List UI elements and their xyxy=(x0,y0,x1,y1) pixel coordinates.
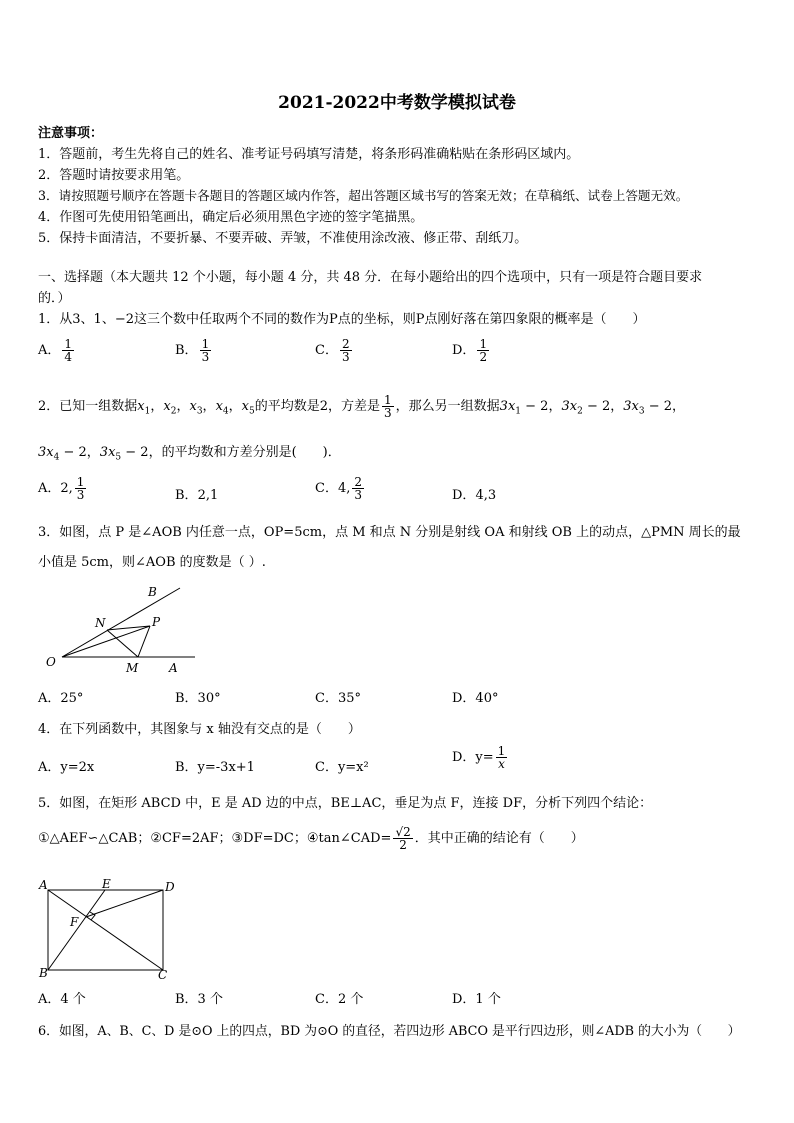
label-f: F xyxy=(70,915,79,929)
label-d: D xyxy=(165,880,175,894)
notice-item: 5．保持卡面清洁，不要折暴、不要弄破、弄皱，不准使用涂改液、修正带、刮纸刀。 xyxy=(38,231,528,246)
label-p: P xyxy=(152,615,161,629)
notice-item: 2．答题时请按要求用笔。 xyxy=(38,168,190,183)
label-b: B xyxy=(148,585,157,599)
notice-item: 1．答题前，考生先将自己的姓名、准考证号码填写清楚，将条形码准确粘贴在条形码区域内。 xyxy=(38,147,580,162)
q3-option-a: A．25° xyxy=(38,691,84,706)
q4-option-a: A．y=2x xyxy=(38,760,95,775)
label-c: C xyxy=(158,968,168,982)
q5-option-a: A．4 个 xyxy=(38,992,86,1007)
q1-option-b: B． $\frac{1}{3}$ xyxy=(175,337,210,364)
label-b: B xyxy=(39,966,48,980)
question-2-text-cont: $3x_4 - 2$，$3x_5 - 2$，的平均数和方差分别是( )． xyxy=(38,445,341,463)
question-3-text: 3．如图，点 P 是∠AOB 内任意一点，OP=5cm，点 M 和点 N 分别是射线 OA 和射线 OB 上的动点，△PMN 周长的最 xyxy=(38,525,741,540)
question-5-text: 5．如图，在矩形 ABCD 中，E 是 AD 边的中点，BE⊥AC，垂足为点 F，连接 DF，分析下列四个结论： xyxy=(38,796,653,811)
label-m: M xyxy=(126,661,139,675)
rectangle-abcd-figure xyxy=(36,876,181,982)
label-a: A xyxy=(39,878,48,892)
q5-option-d: D．1 个 xyxy=(452,992,501,1007)
angle-aob-figure xyxy=(40,582,210,680)
q4-option-b: B．y=-3x+1 xyxy=(175,760,255,775)
section-heading: 一、选择题（本大题共 12 个小题，每小题 4 分，共 48 分．在每小题给出的四个选项中，只有一项是符合题目要求 xyxy=(38,270,703,285)
label-n: N xyxy=(95,616,106,630)
q2-option-b: B．2,1 xyxy=(175,488,219,503)
question-6-text: 6．如图，A、B、C、D 是⊙O 上的四点，BD 为⊙O 的直径，若四边形 ABCO 是平行四边形，则∠ADB 的大小为（ ） xyxy=(38,1024,741,1039)
question-5-conclusions: ①△AEF∽△CAB；②CF=2AF；③DF=DC；④tan∠CAD= $\frac{√2}{2}$ ．其中正确的结论有（ ） xyxy=(38,825,584,852)
question-4-text: 4．在下列函数中，其图象与 x 轴没有交点的是（ ） xyxy=(38,722,361,737)
notice-heading: 注意事项： xyxy=(38,126,104,141)
section-heading-cont: 的．） xyxy=(38,291,71,306)
q2-option-c: C．4, $\frac{2}{3}$ xyxy=(315,475,362,502)
q2-option-a: A．2, $\frac{1}{3}$ xyxy=(38,475,85,502)
page-title: 2021-2022中考数学模拟试卷 xyxy=(278,93,516,113)
q3-option-d: D．40° xyxy=(452,691,499,706)
q3-option-b: B．30° xyxy=(175,691,221,706)
question-3-text-cont: 小值是 5cm，则∠AOB 的度数是（ ）. xyxy=(38,555,266,570)
question-2-text: 2．已知一组数据$x_1$，$x_2$，$x_3$，$x_4$，$x_5$的平均数是2，方差是 $\frac{1}{3}$ ，那么另一组数据$3x_1 - 2$，$3x_2 - 2$，$3x_3 - 2$， xyxy=(38,393,686,420)
q3-option-c: C．35° xyxy=(315,691,361,706)
q1-option-c: C． $\frac{2}{3}$ xyxy=(315,337,350,364)
notice-item: 4．作图可先使用铅笔画出，确定后必须用黑色字迹的签字笔描黑。 xyxy=(38,210,424,225)
label-e: E xyxy=(102,877,111,891)
label-o: O xyxy=(46,655,56,669)
label-a: A xyxy=(169,661,178,675)
q5-option-b: B．3 个 xyxy=(175,992,223,1007)
q1-option-a: A． $\frac{1}{4}$ xyxy=(38,337,73,364)
question-1-text: 1．从3、1、−2这三个数中任取两个不同的数作为P点的坐标，则P点刚好落在第四象限的概率是（ ） xyxy=(38,312,646,327)
q4-option-c: C．y=x² xyxy=(315,760,369,775)
q2-option-d: D．4,3 xyxy=(452,488,497,503)
q5-option-c: C．2 个 xyxy=(315,992,364,1007)
notice-item: 3．请按照题号顺序在答题卡各题目的答题区域内作答，超出答题区域书写的答案无效；在草稿纸、试卷上答题无效。 xyxy=(38,188,689,203)
q1-option-d: D． $\frac{1}{2}$ xyxy=(452,337,488,364)
q4-option-d: D．y= $\frac{1}{x}$ xyxy=(452,744,506,771)
